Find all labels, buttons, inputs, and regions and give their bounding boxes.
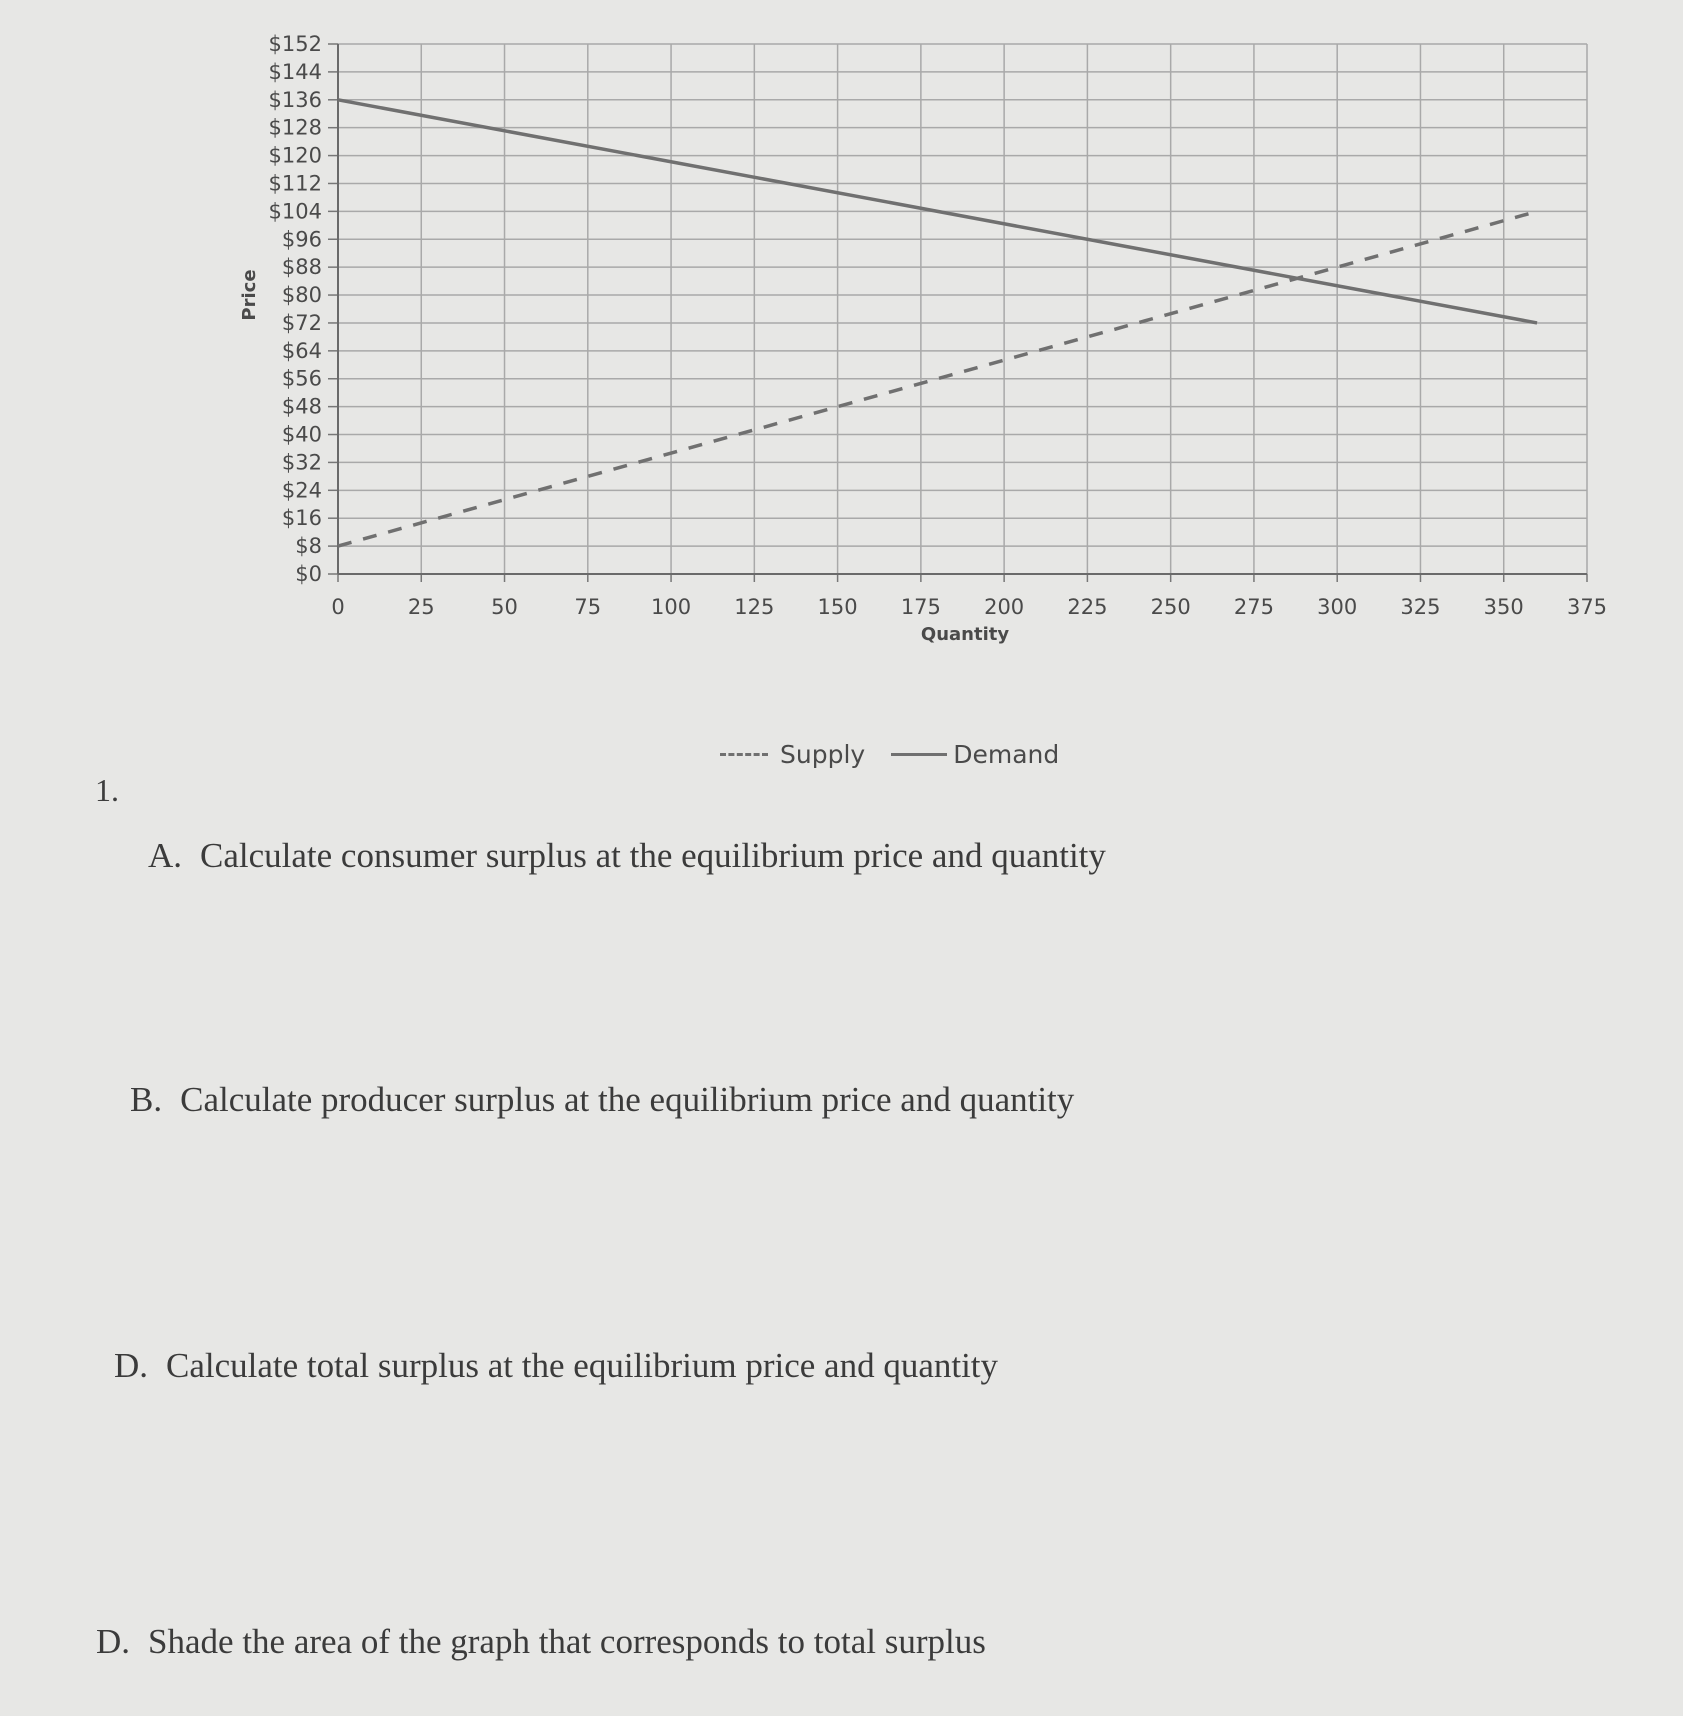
- demand-legend-swatch: [891, 753, 947, 756]
- question-d: [96, 1622, 986, 1662]
- x-tick-label: 150: [817, 595, 858, 619]
- supply-legend-swatch: [720, 753, 768, 756]
- y-tick-labels: [269, 32, 322, 586]
- y-tick-label: $0: [295, 562, 322, 586]
- x-axis-title: Quantity: [920, 624, 1010, 645]
- y-tick-label: $72: [281, 310, 322, 335]
- x-tick-label: 75: [574, 595, 602, 619]
- question-a: [148, 836, 1106, 876]
- x-tick-label: 200: [984, 595, 1025, 619]
- y-tick-label: $144: [268, 59, 322, 84]
- x-tick-label: 325: [1400, 595, 1441, 619]
- y-tick-label: $24: [281, 478, 322, 503]
- question-number: 1.: [95, 772, 119, 808]
- x-tick-label: 175: [900, 595, 941, 619]
- y-tick-label: $96: [281, 227, 322, 252]
- question-d-letter: D.: [96, 1622, 131, 1661]
- y-tick-label: $112: [268, 171, 322, 196]
- x-tick-label: 0: [331, 595, 345, 619]
- y-tick-label: $64: [281, 338, 322, 363]
- y-tick-label: $40: [281, 422, 322, 447]
- x-tick-label: 375: [1566, 595, 1608, 619]
- x-tick-label: 125: [734, 595, 775, 619]
- question-a-letter: A.: [148, 836, 183, 875]
- y-axis-title: Price: [239, 269, 260, 321]
- y-tick-label: $80: [281, 283, 322, 308]
- demand-legend-label: Demand: [953, 740, 1060, 769]
- x-tick-label: 225: [1067, 595, 1108, 619]
- question-c-text: Calculate total surplus at the equilibrium price and quantity: [166, 1346, 999, 1385]
- x-tick-label: 275: [1233, 595, 1274, 619]
- y-tick-label: $128: [268, 115, 322, 140]
- supply-demand-chart: [0, 0, 1683, 700]
- y-tick-label: $56: [281, 366, 322, 391]
- x-tick-label: 350: [1483, 595, 1524, 619]
- y-tick-label: $32: [281, 450, 322, 475]
- y-tick-label: $8: [295, 534, 322, 559]
- question-b-letter: B.: [130, 1080, 163, 1119]
- question-c-letter: D.: [114, 1346, 149, 1385]
- x-tick-label: 300: [1317, 595, 1358, 619]
- y-tick-label: $152: [268, 32, 322, 56]
- supply-legend-label: Supply: [780, 740, 866, 769]
- x-tick-labels: [331, 595, 1607, 619]
- y-tick-label: $120: [268, 143, 322, 168]
- x-tick-label: 250: [1150, 595, 1191, 619]
- question-b: [130, 1080, 1074, 1120]
- chart-grid: [328, 44, 1587, 582]
- x-tick-label: 100: [651, 595, 692, 619]
- question-b-text: Calculate producer surplus at the equilibrium price and quantity: [180, 1080, 1075, 1119]
- y-tick-label: $88: [281, 255, 322, 280]
- y-tick-label: $16: [281, 506, 322, 531]
- y-tick-label: $136: [268, 87, 322, 112]
- chart-legend: [720, 740, 1059, 769]
- question-c: [114, 1346, 998, 1386]
- x-tick-label: 50: [491, 595, 518, 619]
- y-tick-label: $48: [281, 394, 322, 419]
- question-d-text: Shade the area of the graph that corresponds to total surplus: [148, 1622, 986, 1661]
- y-tick-label: $104: [268, 199, 322, 224]
- x-tick-label: 25: [407, 595, 435, 619]
- question-a-text: Calculate consumer surplus at the equilibrium price and quantity: [200, 836, 1106, 875]
